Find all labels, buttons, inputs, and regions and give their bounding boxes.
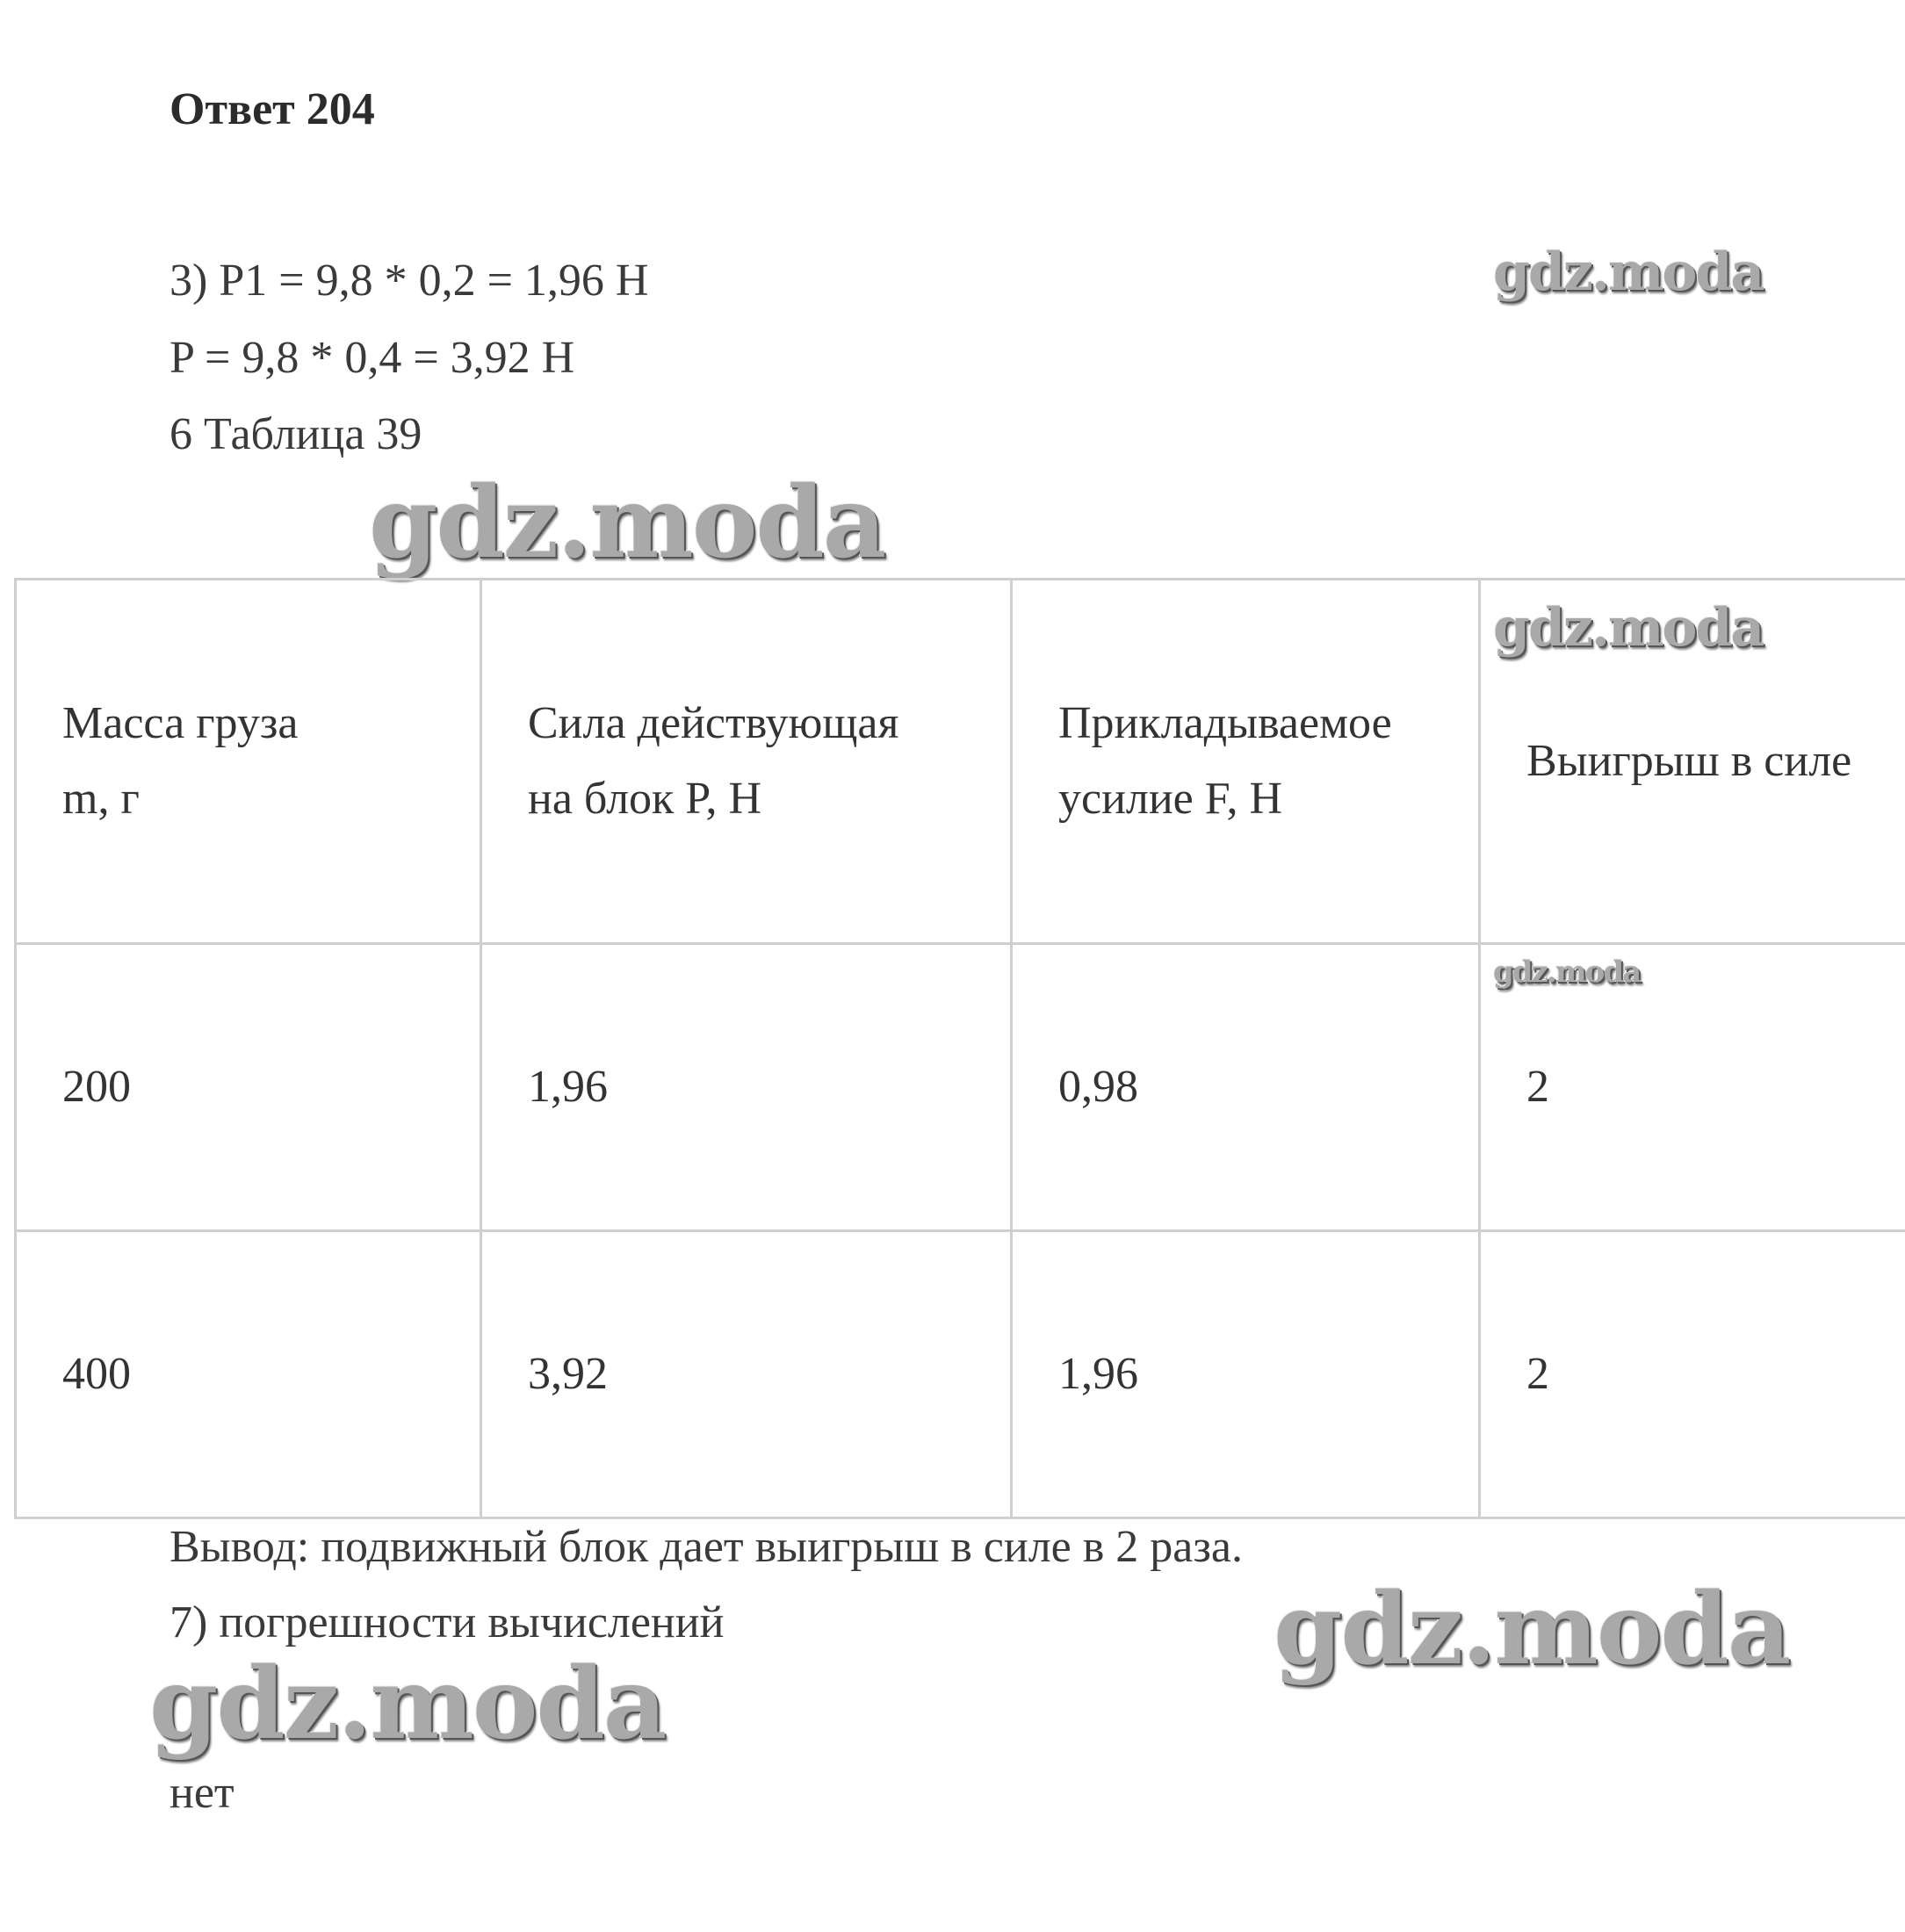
- header-cell-gain: Выигрыш в силе: [1480, 580, 1905, 944]
- results-table: [14, 578, 1905, 1519]
- watermark: gdz.moda: [1493, 242, 1764, 303]
- watermark: gdz.moda: [1493, 597, 1764, 659]
- watermark: gdz.moda: [369, 465, 885, 580]
- header-cell-effort: Прикладываемое усилие F, Н: [1012, 580, 1480, 944]
- formula-p: P = 9,8 * 0,4 = 3,92 Н: [170, 333, 575, 383]
- table-cell: 2: [1480, 1231, 1905, 1518]
- header-cell-mass: Масса груза m, г: [16, 580, 481, 944]
- conclusion-text: Вывод: подвижный блок дает выигрыш в силе в 2 раза.: [170, 1522, 1243, 1572]
- item-7-text: 7) погрешности вычислений: [170, 1597, 725, 1647]
- table-cell: 0,98: [1012, 944, 1480, 1231]
- answer-no: нет: [170, 1768, 235, 1818]
- table-cell: 2: [1480, 944, 1905, 1231]
- watermark: gdz.moda: [1493, 955, 1641, 990]
- table-cell: 1,96: [1012, 1231, 1480, 1518]
- table-cell: 200: [16, 944, 481, 1231]
- table-cell: 3,92: [481, 1231, 1012, 1518]
- watermark: gdz.moda: [1274, 1572, 1790, 1687]
- answer-heading: Ответ 204: [170, 84, 375, 134]
- table-caption: 6 Таблица 39: [170, 409, 422, 459]
- table-row: [16, 1231, 1905, 1518]
- table-cell: 1,96: [481, 944, 1012, 1231]
- formula-p1: 3) P1 = 9,8 * 0,2 = 1,96 Н: [170, 256, 649, 306]
- watermark: gdz.moda: [149, 1647, 666, 1762]
- header-cell-force: Сила действующая на блок P, Н: [481, 580, 1012, 944]
- table-cell: 400: [16, 1231, 481, 1518]
